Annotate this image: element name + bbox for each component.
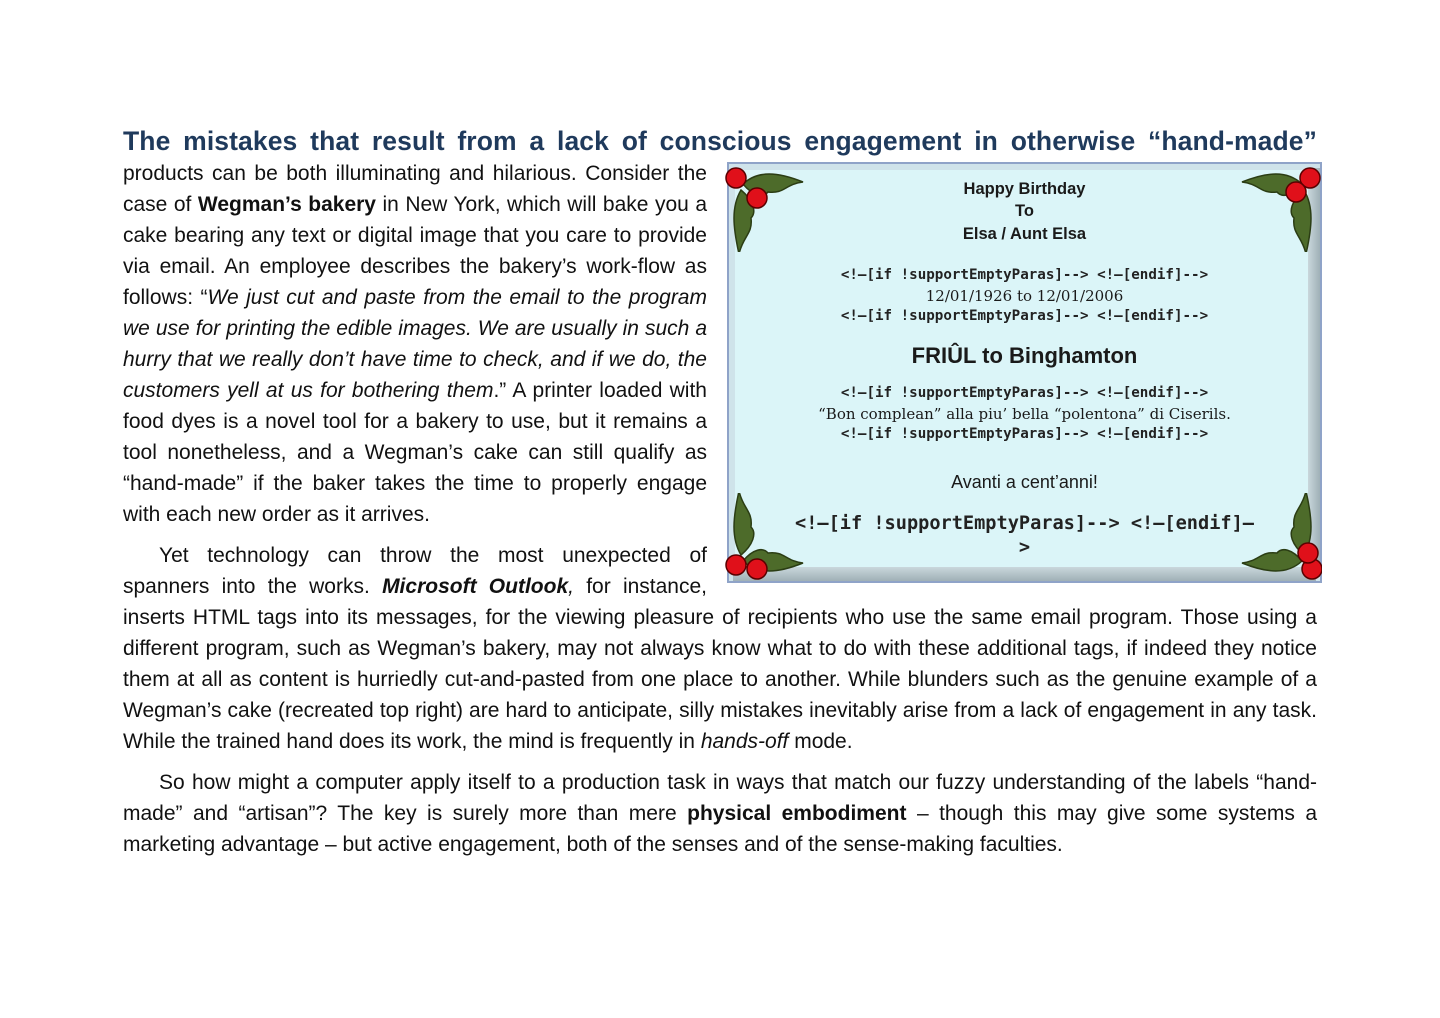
text-run: products can be both illuminating and hilarious. Consider the case of	[123, 162, 707, 216]
employee-quote: We just cut and paste from the email to the program we use for printing the edible images. We are usually in such a hurry that we really don’t have time to check, and if we do, the customers yell at us for bothering them	[123, 286, 707, 402]
cake-line-name: Elsa / Aunt Elsa	[962, 225, 1087, 243]
cake-bottom-tag: <!–[if !supportEmptyParas]--> <!–[endif]–	[795, 513, 1254, 534]
text-run: So how might a computer apply itself to a production task in ways that match our fuzzy understanding of the labels “hand-made” and “artisan”? The key is surely more than mere	[123, 771, 1317, 825]
paragraph-3	[123, 767, 1317, 860]
text-run: – though this may give some systems a marketing advantage – but active engagement, both of the senses and of the sense-making faculties.	[123, 802, 1318, 856]
cake-line-happy-birthday: Happy Birthday	[963, 180, 1086, 198]
text-run: .” A printer loaded with food dyes is a novel tool for a bakery to use, but it remains a tool nonetheless, and a Wegman’s cake can still qualify as “hand-made” if the baker takes the time to properly engage with each new order as it arrives.	[123, 379, 707, 526]
page-content	[123, 124, 1317, 860]
cake-bevel-bottom	[733, 567, 1316, 581]
cake-html-tag: <!–[if !supportEmptyParas]--> <!–[endif]-->	[840, 385, 1209, 401]
holly-icon	[1232, 493, 1322, 583]
cake-friul-line: FRIÛL to Binghamton	[911, 343, 1138, 368]
text-run: in New York, which will bake you a cake bearing any text or digital image that you care to provide via email. An employee describes the bakery’s work-flow as follows: “	[123, 193, 708, 309]
cake-figure	[727, 162, 1324, 585]
holly-icon	[723, 162, 813, 252]
cake-html-tag: <!–[if !supportEmptyParas]--> <!–[endif]-->	[840, 267, 1209, 283]
text-run: mode.	[788, 730, 853, 753]
holly-icon	[723, 493, 813, 583]
cake-image	[727, 162, 1322, 583]
section-heading: The mistakes that result from a lack of conscious engagement in otherwise “hand-made”	[123, 126, 1317, 156]
bold-italic-term-outlook: Microsoft Outlook	[382, 575, 569, 598]
body-text	[123, 158, 1317, 860]
text-run: for instance, inserts HTML tags into its messages, for the viewing pleasure of recipients who use the same email program. Those using a different program, such as Wegman’s bakery, may not always know what to do with these additional tags, if indeed they notice them at all as content is hurriedly cut-and-pasted from one place to another. While blunders such as the genuine example of a Wegman’s cake (recreated top right) are hard to anticipate, silly mistakes inevitably arise from a lack of engagement in any task. While the trained hand does its work, the mind is frequently in	[123, 575, 1317, 753]
italic-comma: ,	[568, 575, 574, 598]
cake-dates: 12/01/1926 to 12/01/2006	[925, 287, 1124, 305]
cake-html-tag: <!–[if !supportEmptyParas]--> <!–[endif]-->	[840, 308, 1209, 324]
cake-line-to: To	[1015, 202, 1034, 220]
italic-term-hands-off: hands-off	[700, 730, 789, 753]
cake-html-tag: <!–[if !supportEmptyParas]--> <!–[endif]-->	[840, 426, 1209, 442]
text-run: Yet technology can throw the most unexpected of spanners into the works.	[123, 544, 707, 598]
bold-term-wegmans-bakery: Wegman’s bakery	[197, 193, 376, 216]
cake-avanti-line: Avanti a cent’anni!	[951, 472, 1098, 492]
bold-term-physical-embodiment: physical embodiment	[687, 802, 907, 825]
cake-italian-line: “Bon complean” alla piu’ bella “polentona” di Ciserils.	[818, 405, 1231, 423]
cake-bottom-tag-end: >	[1018, 537, 1031, 558]
holly-icon	[1232, 162, 1322, 252]
